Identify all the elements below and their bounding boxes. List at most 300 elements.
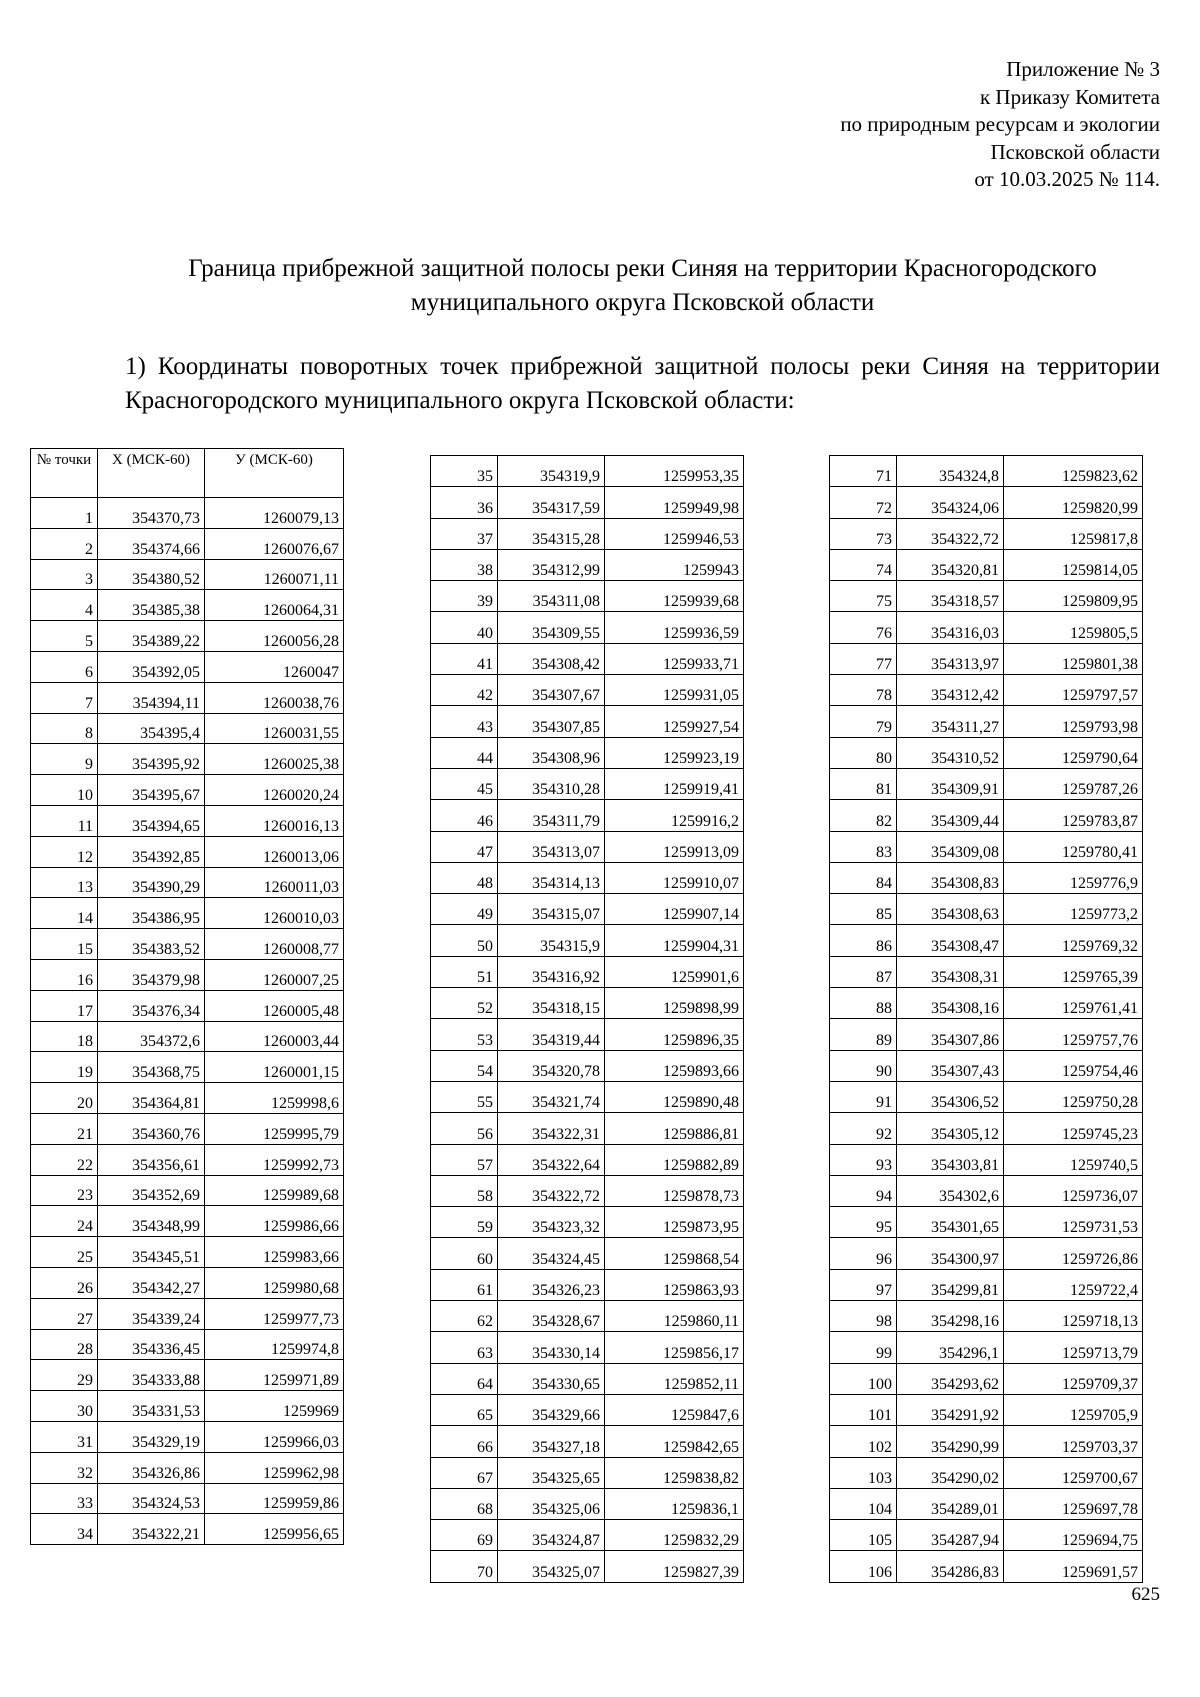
y-cell: 1259913,09 — [605, 831, 744, 862]
y-cell: 1259936,59 — [605, 612, 744, 643]
y-cell: 1259939,68 — [605, 581, 744, 612]
document-title — [125, 252, 1160, 320]
table-row — [31, 1329, 344, 1360]
x-cell: 354395,92 — [98, 744, 205, 775]
point-number-cell: 83 — [830, 831, 897, 862]
point-number-cell: 72 — [830, 487, 897, 518]
x-cell: 354315,9 — [498, 925, 605, 956]
x-cell: 354327,18 — [498, 1426, 605, 1457]
x-cell: 354286,83 — [897, 1551, 1004, 1582]
header-x: Х (МСК-60) — [98, 449, 205, 498]
y-cell: 1259977,73 — [205, 1298, 344, 1329]
x-cell: 354319,44 — [498, 1019, 605, 1050]
point-number-cell: 50 — [431, 925, 498, 956]
table-row — [431, 549, 744, 580]
point-number-cell: 85 — [830, 894, 897, 925]
x-cell: 354308,42 — [498, 643, 605, 674]
point-number-cell: 22 — [31, 1144, 98, 1175]
table-row — [431, 925, 744, 956]
table-row — [830, 1175, 1143, 1206]
y-cell: 1259863,93 — [605, 1269, 744, 1300]
table-row — [830, 675, 1143, 706]
x-cell: 354291,92 — [897, 1394, 1004, 1425]
point-number-cell: 78 — [830, 675, 897, 706]
y-cell: 1259832,29 — [605, 1520, 744, 1551]
y-cell: 1259910,07 — [605, 862, 744, 893]
point-number-cell: 36 — [431, 487, 498, 518]
table-row — [830, 706, 1143, 737]
y-cell: 1259980,68 — [205, 1267, 344, 1298]
table-row — [830, 894, 1143, 925]
point-number-cell: 87 — [830, 956, 897, 987]
y-cell: 1259946,53 — [605, 518, 744, 549]
y-cell: 1259907,14 — [605, 894, 744, 925]
y-cell: 1259736,07 — [1004, 1175, 1143, 1206]
section-heading: 1) Координаты поворотных точек прибрежной защитной полосы реки Синяя на территории Красногородского муниципального округа Псковской области: — [125, 353, 1160, 414]
table-row — [431, 1551, 744, 1582]
table-row — [31, 682, 344, 713]
table-row — [830, 1238, 1143, 1269]
table-row — [431, 737, 744, 768]
x-cell: 354315,07 — [498, 894, 605, 925]
point-number-cell: 103 — [830, 1457, 897, 1488]
y-cell: 1259896,35 — [605, 1019, 744, 1050]
table-row — [431, 1113, 744, 1144]
point-number-cell: 27 — [31, 1298, 98, 1329]
table-row — [431, 1175, 744, 1206]
table-row — [431, 1144, 744, 1175]
x-cell: 354395,4 — [98, 713, 205, 744]
header-y: У (МСК-60) — [205, 449, 344, 498]
x-cell: 354324,53 — [98, 1483, 205, 1514]
x-cell: 354318,15 — [498, 988, 605, 1019]
point-number-cell: 46 — [431, 800, 498, 831]
y-cell: 1260038,76 — [205, 682, 344, 713]
table-row — [431, 1426, 744, 1457]
y-cell: 1259989,68 — [205, 1175, 344, 1206]
table-row — [431, 768, 744, 799]
x-cell: 354313,07 — [498, 831, 605, 862]
point-number-cell: 73 — [830, 518, 897, 549]
table-header-row — [31, 449, 344, 498]
x-cell: 354328,67 — [498, 1301, 605, 1332]
y-cell: 1259718,13 — [1004, 1301, 1143, 1332]
x-cell: 354311,27 — [897, 706, 1004, 737]
table-row — [830, 800, 1143, 831]
header-point-number: № точки — [31, 449, 98, 498]
point-number-cell: 31 — [31, 1421, 98, 1452]
point-number-cell: 97 — [830, 1269, 897, 1300]
x-cell: 354310,52 — [897, 737, 1004, 768]
table-row — [31, 959, 344, 990]
y-cell: 1259776,9 — [1004, 862, 1143, 893]
y-cell: 1259801,38 — [1004, 643, 1143, 674]
x-cell: 354318,57 — [897, 581, 1004, 612]
table-row — [830, 1269, 1143, 1300]
y-cell: 1259931,05 — [605, 675, 744, 706]
annex-line: к Приказу Комитета — [979, 84, 1160, 109]
y-cell: 1259820,99 — [1004, 487, 1143, 518]
y-cell: 1259769,32 — [1004, 925, 1143, 956]
point-number-cell: 14 — [31, 898, 98, 929]
x-cell: 354302,6 — [897, 1175, 1004, 1206]
x-cell: 354331,53 — [98, 1391, 205, 1422]
point-number-cell: 37 — [431, 518, 498, 549]
x-cell: 354312,99 — [498, 549, 605, 580]
point-number-cell: 35 — [431, 456, 498, 487]
point-number-cell: 76 — [830, 612, 897, 643]
y-cell: 1259983,66 — [205, 1237, 344, 1268]
table-row — [830, 1520, 1143, 1551]
table-row — [431, 956, 744, 987]
x-cell: 354309,44 — [897, 800, 1004, 831]
point-number-cell: 104 — [830, 1488, 897, 1519]
y-cell: 1259904,31 — [605, 925, 744, 956]
y-cell: 1260025,38 — [205, 744, 344, 775]
table-row — [830, 1081, 1143, 1112]
y-cell: 1259700,67 — [1004, 1457, 1143, 1488]
point-number-cell: 89 — [830, 1019, 897, 1050]
y-cell: 1259927,54 — [605, 706, 744, 737]
table-row — [431, 1269, 744, 1300]
x-cell: 354309,55 — [498, 612, 605, 643]
x-cell: 354392,85 — [98, 836, 205, 867]
y-cell: 1260007,25 — [205, 959, 344, 990]
x-cell: 354339,24 — [98, 1298, 205, 1329]
point-number-cell: 47 — [431, 831, 498, 862]
y-cell: 1259793,98 — [1004, 706, 1143, 737]
x-cell: 354330,65 — [498, 1363, 605, 1394]
point-number-cell: 19 — [31, 1052, 98, 1083]
x-cell: 354320,81 — [897, 549, 1004, 580]
point-number-cell: 33 — [31, 1483, 98, 1514]
y-cell: 1260047 — [205, 651, 344, 682]
x-cell: 354336,45 — [98, 1329, 205, 1360]
point-number-cell: 13 — [31, 867, 98, 898]
point-number-cell: 5 — [31, 621, 98, 652]
point-number-cell: 91 — [830, 1081, 897, 1112]
x-cell: 354376,34 — [98, 990, 205, 1021]
y-cell: 1259842,65 — [605, 1426, 744, 1457]
y-cell: 1259765,39 — [1004, 956, 1143, 987]
table-row — [31, 559, 344, 590]
y-cell: 1260013,06 — [205, 836, 344, 867]
x-cell: 354374,66 — [98, 528, 205, 559]
point-number-cell: 39 — [431, 581, 498, 612]
x-cell: 354379,98 — [98, 959, 205, 990]
table-row — [431, 1363, 744, 1394]
point-number-cell: 15 — [31, 929, 98, 960]
table-row — [830, 1394, 1143, 1425]
x-cell: 354307,43 — [897, 1050, 1004, 1081]
x-cell: 354303,81 — [897, 1144, 1004, 1175]
point-number-cell: 41 — [431, 643, 498, 674]
table-row — [830, 1457, 1143, 1488]
x-cell: 354289,01 — [897, 1488, 1004, 1519]
table-row — [431, 1332, 744, 1363]
y-cell: 1259893,66 — [605, 1050, 744, 1081]
table-row — [31, 621, 344, 652]
point-number-cell: 51 — [431, 956, 498, 987]
y-cell: 1259923,19 — [605, 737, 744, 768]
y-cell: 1260079,13 — [205, 498, 344, 529]
point-number-cell: 67 — [431, 1457, 498, 1488]
table-row — [431, 581, 744, 612]
table-row — [830, 1050, 1143, 1081]
table-row — [431, 1019, 744, 1050]
point-number-cell: 49 — [431, 894, 498, 925]
y-cell: 1259790,64 — [1004, 737, 1143, 768]
point-number-cell: 56 — [431, 1113, 498, 1144]
x-cell: 354325,65 — [498, 1457, 605, 1488]
y-cell: 1259750,28 — [1004, 1081, 1143, 1112]
point-number-cell: 61 — [431, 1269, 498, 1300]
table-row — [31, 1052, 344, 1083]
point-number-cell: 44 — [431, 737, 498, 768]
point-number-cell: 99 — [830, 1332, 897, 1363]
table-row — [830, 612, 1143, 643]
table-row — [431, 612, 744, 643]
x-cell: 354309,08 — [897, 831, 1004, 862]
x-cell: 354389,22 — [98, 621, 205, 652]
table-row — [431, 1050, 744, 1081]
x-cell: 354290,02 — [897, 1457, 1004, 1488]
point-number-cell: 66 — [431, 1426, 498, 1457]
point-number-cell: 55 — [431, 1081, 498, 1112]
point-number-cell: 10 — [31, 775, 98, 806]
annex-line: Псковской области — [990, 139, 1160, 164]
y-cell: 1259962,98 — [205, 1452, 344, 1483]
y-cell: 1259705,9 — [1004, 1394, 1143, 1425]
y-cell: 1259953,35 — [605, 456, 744, 487]
point-number-cell: 32 — [31, 1452, 98, 1483]
point-number-cell: 54 — [431, 1050, 498, 1081]
point-number-cell: 90 — [830, 1050, 897, 1081]
table-row — [830, 581, 1143, 612]
y-cell: 1259814,05 — [1004, 549, 1143, 580]
point-number-cell: 92 — [830, 1113, 897, 1144]
y-cell: 1259959,86 — [205, 1483, 344, 1514]
x-cell: 354298,16 — [897, 1301, 1004, 1332]
point-number-cell: 26 — [31, 1267, 98, 1298]
x-cell: 354394,11 — [98, 682, 205, 713]
y-cell: 1259873,95 — [605, 1207, 744, 1238]
table-row — [431, 487, 744, 518]
table-row — [31, 1360, 344, 1391]
table-row — [31, 867, 344, 898]
x-cell: 354307,86 — [897, 1019, 1004, 1050]
y-cell: 1259783,87 — [1004, 800, 1143, 831]
point-number-cell: 38 — [431, 549, 498, 580]
point-number-cell: 77 — [830, 643, 897, 674]
point-number-cell: 62 — [431, 1301, 498, 1332]
x-cell: 354301,65 — [897, 1207, 1004, 1238]
table-row — [31, 744, 344, 775]
coordinates-table-1 — [30, 448, 344, 1545]
x-cell: 354370,73 — [98, 498, 205, 529]
point-number-cell: 98 — [830, 1301, 897, 1332]
y-cell: 1259995,79 — [205, 1113, 344, 1144]
y-cell: 1259817,8 — [1004, 518, 1143, 549]
y-cell: 1259916,2 — [605, 800, 744, 831]
table-row — [830, 643, 1143, 674]
x-cell: 354348,99 — [98, 1206, 205, 1237]
y-cell: 1259878,73 — [605, 1175, 744, 1206]
table-row — [830, 487, 1143, 518]
x-cell: 354319,9 — [498, 456, 605, 487]
y-cell: 1260008,77 — [205, 929, 344, 960]
point-number-cell: 69 — [431, 1520, 498, 1551]
point-number-cell: 53 — [431, 1019, 498, 1050]
x-cell: 354322,31 — [498, 1113, 605, 1144]
x-cell: 354310,28 — [498, 768, 605, 799]
point-number-cell: 96 — [830, 1238, 897, 1269]
table-row — [431, 1394, 744, 1425]
x-cell: 354309,91 — [897, 768, 1004, 799]
y-cell: 1259797,57 — [1004, 675, 1143, 706]
y-cell: 1260010,03 — [205, 898, 344, 929]
point-number-cell: 71 — [830, 456, 897, 487]
table-row — [31, 590, 344, 621]
y-cell: 1259949,98 — [605, 487, 744, 518]
x-cell: 354386,95 — [98, 898, 205, 929]
y-cell: 1259726,86 — [1004, 1238, 1143, 1269]
point-number-cell: 106 — [830, 1551, 897, 1582]
point-number-cell: 25 — [31, 1237, 98, 1268]
table-row — [31, 1083, 344, 1114]
table-row — [31, 1237, 344, 1268]
point-number-cell: 74 — [830, 549, 897, 580]
point-number-cell: 70 — [431, 1551, 498, 1582]
x-cell: 354323,32 — [498, 1207, 605, 1238]
point-number-cell: 64 — [431, 1363, 498, 1394]
y-cell: 1259697,78 — [1004, 1488, 1143, 1519]
y-cell: 1259890,48 — [605, 1081, 744, 1112]
y-cell: 1259992,73 — [205, 1144, 344, 1175]
point-number-cell: 43 — [431, 706, 498, 737]
y-cell: 1260020,24 — [205, 775, 344, 806]
x-cell: 354322,64 — [498, 1144, 605, 1175]
table-row — [31, 1391, 344, 1422]
x-cell: 354316,03 — [897, 612, 1004, 643]
x-cell: 354383,52 — [98, 929, 205, 960]
x-cell: 354368,75 — [98, 1052, 205, 1083]
y-cell: 1260071,11 — [205, 559, 344, 590]
table-row — [431, 643, 744, 674]
table-row — [31, 929, 344, 960]
x-cell: 354322,72 — [897, 518, 1004, 549]
y-cell: 1259827,39 — [605, 1551, 744, 1582]
y-cell: 1260001,15 — [205, 1052, 344, 1083]
point-number-cell: 75 — [830, 581, 897, 612]
annex-header — [840, 56, 1160, 194]
table-body — [830, 456, 1143, 1583]
table-row — [431, 862, 744, 893]
y-cell: 1259860,11 — [605, 1301, 744, 1332]
table-row — [830, 988, 1143, 1019]
y-cell: 1259754,46 — [1004, 1050, 1143, 1081]
x-cell: 354326,23 — [498, 1269, 605, 1300]
point-number-cell: 80 — [830, 737, 897, 768]
table-row — [31, 805, 344, 836]
y-cell: 1259805,5 — [1004, 612, 1143, 643]
point-number-cell: 52 — [431, 988, 498, 1019]
point-number-cell: 60 — [431, 1238, 498, 1269]
point-number-cell: 3 — [31, 559, 98, 590]
y-cell: 1259709,37 — [1004, 1363, 1143, 1394]
x-cell: 354356,61 — [98, 1144, 205, 1175]
x-cell: 354325,07 — [498, 1551, 605, 1582]
y-cell: 1259691,57 — [1004, 1551, 1143, 1582]
y-cell: 1259901,6 — [605, 956, 744, 987]
y-cell: 1259740,5 — [1004, 1144, 1143, 1175]
y-cell: 1259703,37 — [1004, 1426, 1143, 1457]
point-number-cell: 102 — [830, 1426, 897, 1457]
table-row — [431, 1520, 744, 1551]
x-cell: 354329,19 — [98, 1421, 205, 1452]
table-row — [31, 1298, 344, 1329]
table-row — [31, 498, 344, 529]
x-cell: 354317,59 — [498, 487, 605, 518]
y-cell: 1259898,99 — [605, 988, 744, 1019]
point-number-cell: 82 — [830, 800, 897, 831]
x-cell: 354315,28 — [498, 518, 605, 549]
y-cell: 1259787,26 — [1004, 768, 1143, 799]
point-number-cell: 8 — [31, 713, 98, 744]
x-cell: 354385,38 — [98, 590, 205, 621]
y-cell: 1259823,62 — [1004, 456, 1143, 487]
x-cell: 354390,29 — [98, 867, 205, 898]
x-cell: 354299,81 — [897, 1269, 1004, 1300]
title-line: Граница прибрежной защитной полосы реки Синяя на территории Красногородского — [188, 255, 1097, 282]
table-row — [31, 1113, 344, 1144]
table-row — [830, 925, 1143, 956]
table-row — [31, 651, 344, 682]
table-row — [431, 831, 744, 862]
point-number-cell: 4 — [31, 590, 98, 621]
y-cell: 1260056,28 — [205, 621, 344, 652]
x-cell: 354308,83 — [897, 862, 1004, 893]
point-number-cell: 57 — [431, 1144, 498, 1175]
y-cell: 1260003,44 — [205, 1021, 344, 1052]
y-cell: 1260031,55 — [205, 713, 344, 744]
x-cell: 354316,92 — [498, 956, 605, 987]
x-cell: 354305,12 — [897, 1113, 1004, 1144]
point-number-cell: 65 — [431, 1394, 498, 1425]
y-cell: 1259943 — [605, 549, 744, 580]
x-cell: 354330,14 — [498, 1332, 605, 1363]
table-row — [431, 518, 744, 549]
table-row — [830, 1019, 1143, 1050]
point-number-cell: 59 — [431, 1207, 498, 1238]
table-row — [830, 1144, 1143, 1175]
table-row — [31, 528, 344, 559]
point-number-cell: 28 — [31, 1329, 98, 1360]
point-number-cell: 17 — [31, 990, 98, 1021]
y-cell: 1259966,03 — [205, 1421, 344, 1452]
y-cell: 1259694,75 — [1004, 1520, 1143, 1551]
point-number-cell: 11 — [31, 805, 98, 836]
point-number-cell: 105 — [830, 1520, 897, 1551]
x-cell: 354392,05 — [98, 651, 205, 682]
x-cell: 354287,94 — [897, 1520, 1004, 1551]
y-cell: 1259933,71 — [605, 643, 744, 674]
y-cell: 1259757,76 — [1004, 1019, 1143, 1050]
point-number-cell: 81 — [830, 768, 897, 799]
table-row — [31, 1206, 344, 1237]
table-row — [31, 1421, 344, 1452]
y-cell: 1259731,53 — [1004, 1207, 1143, 1238]
